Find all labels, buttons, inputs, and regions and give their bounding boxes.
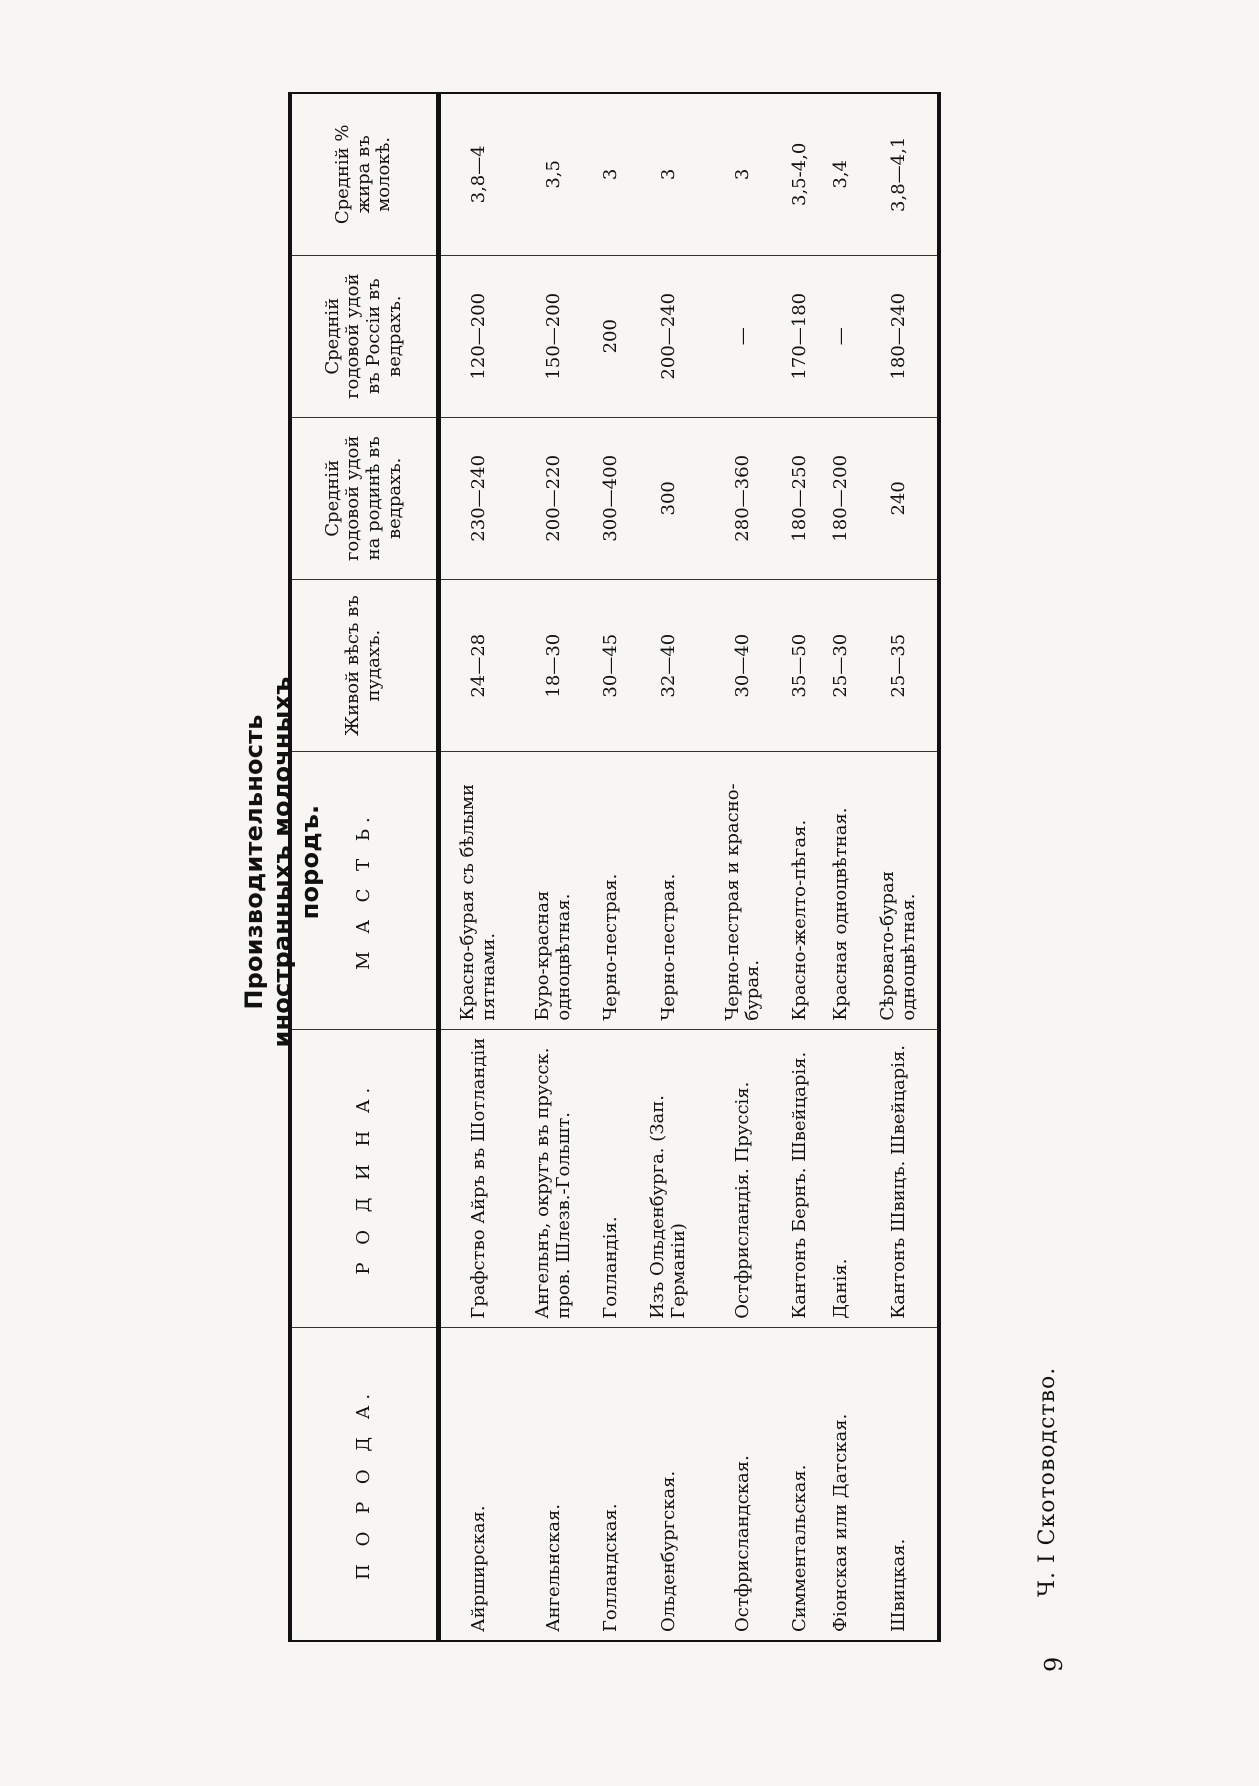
color-cell: Красно-желто-пѣгая. <box>780 752 820 1029</box>
origin-cell: Кантонъ Бернъ. Швейцарiя. <box>780 1029 820 1327</box>
breed-cell: Швицкая. <box>861 1327 939 1641</box>
table-row <box>439 93 517 1641</box>
breed-cell: Ангельнская. <box>517 1327 591 1641</box>
table-row <box>517 93 591 1641</box>
header-weight: Живой вѣсъ въ пудахъ. <box>290 579 439 752</box>
yield-home-cell: 230—240 <box>439 417 517 579</box>
yield-russia-cell: 200—240 <box>632 255 706 417</box>
color-cell: Черно-пестрая. <box>591 752 631 1029</box>
origin-cell: Графство Айръ въ Шотландiи <box>439 1029 517 1327</box>
weight-cell: 18—30 <box>517 579 591 752</box>
origin-cell: Изъ Ольденбурга. (Зап. Германiи) <box>632 1029 706 1327</box>
fat-cell: 3,5-4,0 <box>780 93 820 255</box>
table-row <box>821 93 861 1641</box>
yield-russia-cell: 120—200 <box>439 255 517 417</box>
color-cell: Черно-пестрая. <box>632 752 706 1029</box>
color-cell: Буро-красная одноцвѣтная. <box>517 752 591 1029</box>
breed-cell: Голландская. <box>591 1327 631 1641</box>
breed-cell: Фiонская или Датская. <box>821 1327 861 1641</box>
header-yield-home: Среднiй годовой удой на родинѣ въ ведрахъ. <box>290 417 439 579</box>
table-row <box>861 93 939 1641</box>
weight-cell: 24—28 <box>439 579 517 752</box>
yield-home-cell: 200—220 <box>517 417 591 579</box>
weight-cell: 25—35 <box>861 579 939 752</box>
color-cell: Сѣровато-бурая одноцвѣтная. <box>861 752 939 1029</box>
yield-russia-cell: 170—180 <box>780 255 820 417</box>
fat-cell: 3,8—4 <box>439 93 517 255</box>
header-color: М А С Т Ь. <box>290 752 439 1029</box>
yield-russia-cell: — <box>821 255 861 417</box>
breed-cell: Остфрисландская. <box>706 1327 780 1641</box>
breed-cell: Симментальская. <box>780 1327 820 1641</box>
yield-home-cell: 280—360 <box>706 417 780 579</box>
page-title: Производительность иностранныхъ молочныхъ породъ. <box>240 676 324 1048</box>
table-row <box>591 93 631 1641</box>
color-cell: Красно-бурая съ бѣлыми пятнами. <box>439 752 517 1029</box>
origin-cell: Ангельнъ, округъ въ прусск. пров. Шлезв.-Гольшт. <box>517 1029 591 1327</box>
yield-russia-cell: 150—200 <box>517 255 591 417</box>
running-footer: Ч. I Скотоводство. <box>1035 1366 1060 1597</box>
origin-cell: Кантонъ Швицъ. Швейцарiя. <box>861 1029 939 1327</box>
yield-home-cell: 240 <box>861 417 939 579</box>
fat-cell: 3 <box>706 93 780 255</box>
weight-cell: 30—45 <box>591 579 631 752</box>
origin-cell: Остфрисландiя. Пруссiя. <box>706 1029 780 1327</box>
color-cell: Черно-пестрая и красно-бурая. <box>706 752 780 1029</box>
color-cell: Красная одноцвѣтная. <box>821 752 861 1029</box>
weight-cell: 30—40 <box>706 579 780 752</box>
breeds-table <box>288 92 941 1642</box>
yield-russia-cell: 180—240 <box>861 255 939 417</box>
weight-cell: 25—30 <box>821 579 861 752</box>
yield-home-cell: 300 <box>632 417 706 579</box>
fat-cell: 3,8—4,1 <box>861 93 939 255</box>
header-origin: Р О Д И Н А. <box>290 1029 439 1327</box>
fat-cell: 3 <box>591 93 631 255</box>
header-fat: Среднiй % жира въ молокѣ. <box>290 93 439 255</box>
origin-cell: Голландiя. <box>591 1029 631 1327</box>
header-breed: П О Р О Д А. <box>290 1327 439 1641</box>
weight-cell: 35—50 <box>780 579 820 752</box>
header-yield-russia: Среднiй годовой удой въ Россiи въ ведрахъ. <box>290 255 439 417</box>
weight-cell: 32—40 <box>632 579 706 752</box>
yield-russia-cell: — <box>706 255 780 417</box>
origin-cell: Данiя. <box>821 1029 861 1327</box>
yield-home-cell: 180—200 <box>821 417 861 579</box>
fat-cell: 3 <box>632 93 706 255</box>
table-row <box>706 93 780 1641</box>
breed-cell: Ольденбургская. <box>632 1327 706 1641</box>
yield-home-cell: 300—400 <box>591 417 631 579</box>
table-row <box>780 93 820 1641</box>
page-number: 9 <box>1040 1656 1068 1672</box>
yield-home-cell: 180—250 <box>780 417 820 579</box>
rotated-page-content <box>160 32 1160 1692</box>
fat-cell: 3,5 <box>517 93 591 255</box>
table-header-row <box>290 93 439 1641</box>
fat-cell: 3,4 <box>821 93 861 255</box>
yield-russia-cell: 200 <box>591 255 631 417</box>
table-row <box>632 93 706 1641</box>
breed-cell: Айрширская. <box>439 1327 517 1641</box>
